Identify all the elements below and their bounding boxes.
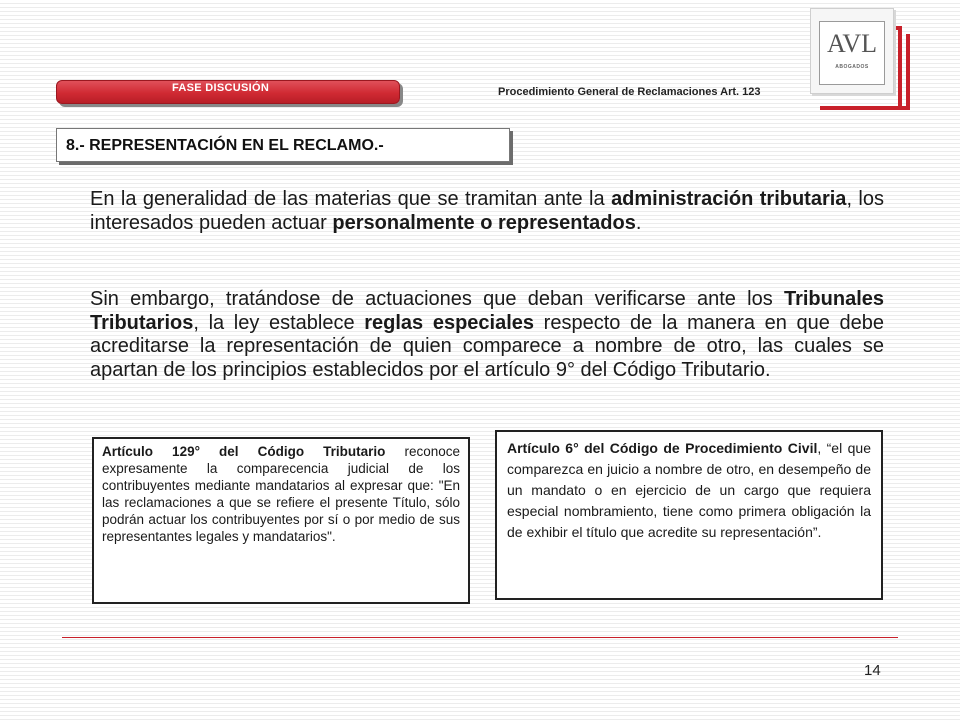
p2-text-2: , la ley establece [193,311,365,334]
phase-label: FASE DISCUSIÓN [172,82,270,94]
procedure-title: Procedimiento General de Reclamaciones Art. 123 [498,86,761,98]
footer-divider [62,637,898,638]
article-129-text: reconoce expresamente la comparecencia judicial de los contribuyentes mediante mandatarios al expresar que: "En las reclamaciones a que se refiere el presente Título, sólo podrán actuar los contribuyentes por sí o por medio de sus representantes legales y mandatarios". [102,444,460,544]
article-6-box [495,430,883,600]
p1-text-2: , los interesados pueden actuar [90,188,884,234]
logo-subtext: ABOGADOS [835,64,869,70]
p1-text-1: En la generalidad de las materias que se tramitan ante la [90,188,612,210]
paragraph-2 [90,288,884,382]
logo-emblem [819,21,885,85]
p1-bold-1: administración tributaria [611,188,847,210]
p2-text-3: respecto de la manera en que debe acreditarse la representación de quien comparece a nombre de otro, las cuales se apartan de los principios establecidos por el artículo 9° del Código Tributario. [90,311,884,381]
p1-text-3: . [635,211,642,234]
article-129-heading: Artículo 129° del Código Tributario [102,444,386,459]
section-title: 8.- REPRESENTACIÓN EN EL RECLAMO.- [66,137,384,154]
article-6-text: , “el que comparezca en juicio a nombre de otro, en desempeño de un mandato o en ejercicio de un cargo que requiera especial nombramiento, tiene como primera obligación la de exhibir el título que acredite su representación”. [507,440,871,540]
p2-text-1: Sin embargo, tratándose de actuaciones que deban verificarse ante los [90,288,784,310]
article-6-heading: Artículo 6° del Código de Procedimiento Civil [507,440,818,456]
firm-logo [810,8,894,94]
logo-text: AVL [826,29,878,58]
page-number: 14 [864,662,881,679]
p2-bold-1: Tribunales Tributarios [90,288,884,334]
p2-bold-2: reglas especiales [364,311,535,334]
paragraph-1 [90,188,884,235]
p1-bold-2: personalmente o representados [332,211,636,234]
article-129-box [92,437,470,604]
